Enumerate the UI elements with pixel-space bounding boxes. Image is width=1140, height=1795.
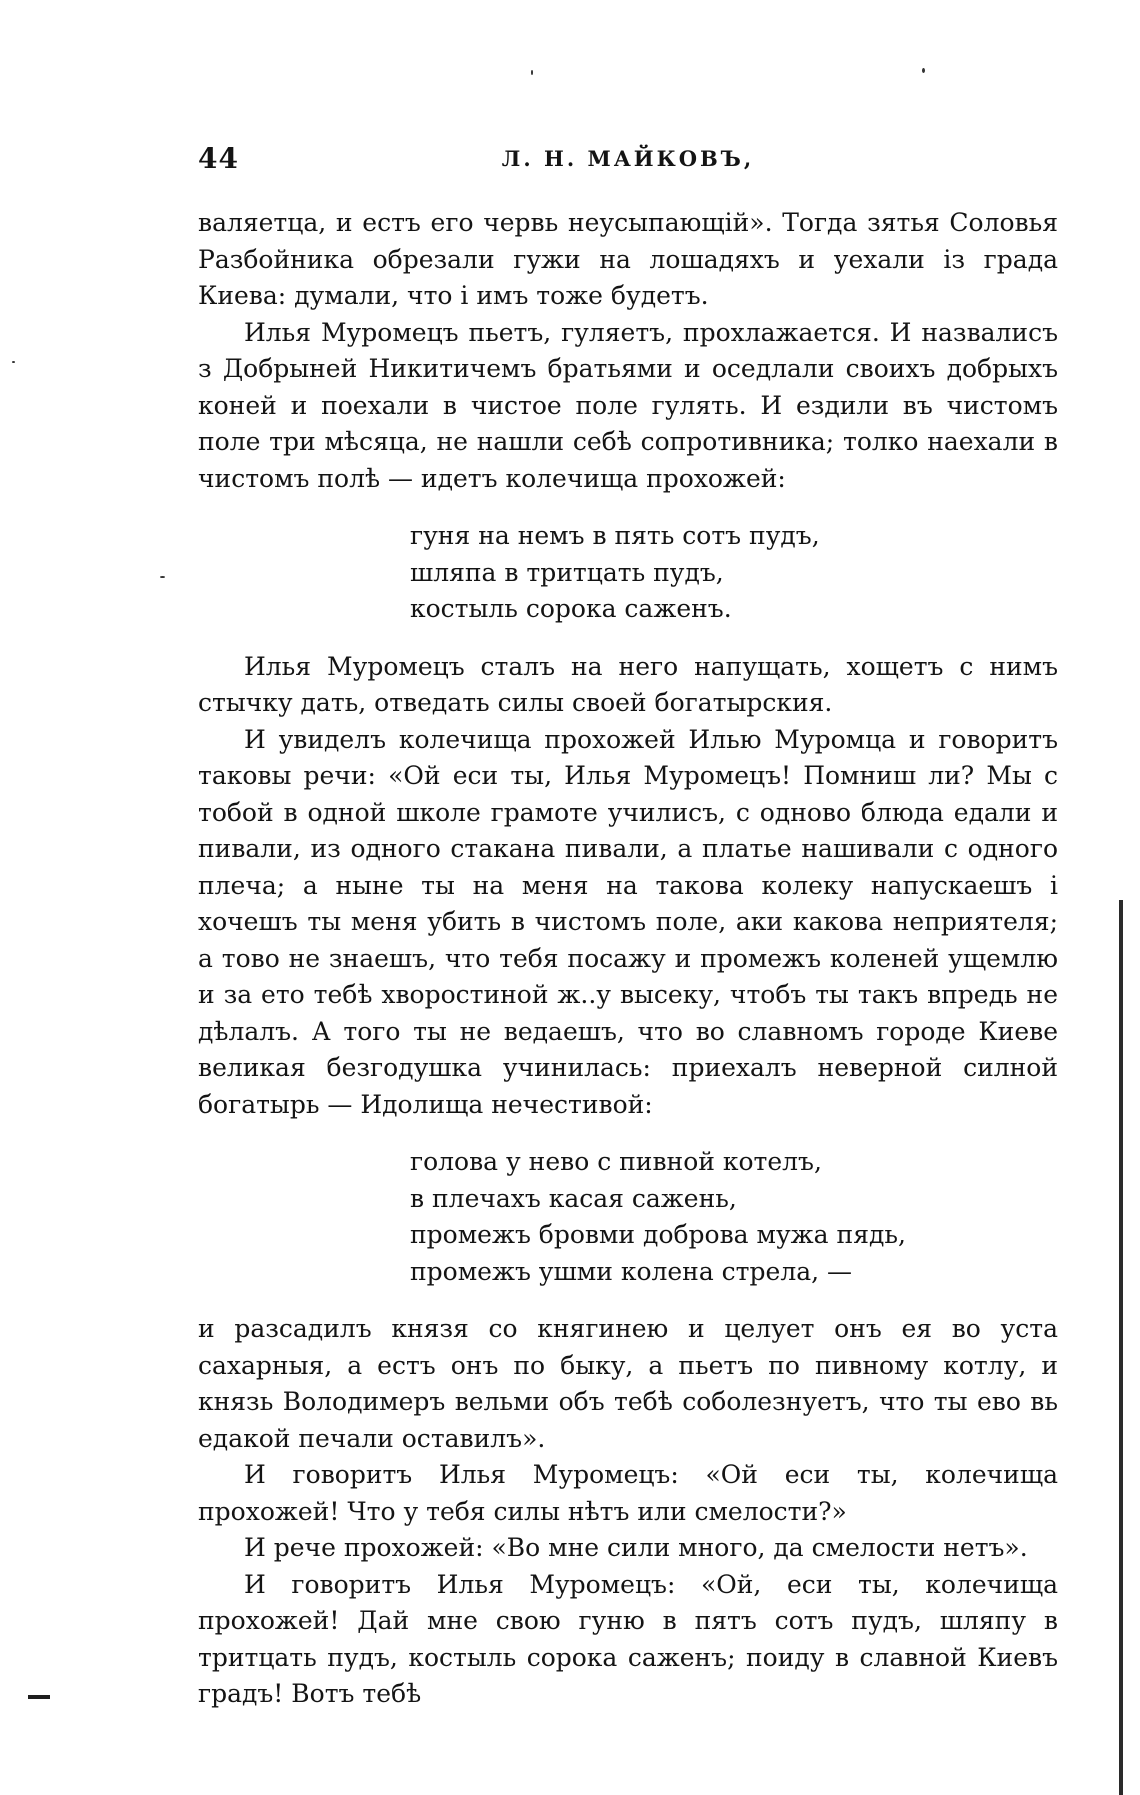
page-number: 44 bbox=[198, 142, 239, 175]
verse-line: голова у нево с пивной котелъ, bbox=[410, 1147, 822, 1176]
paragraph: И увиделъ колечища прохожей Илью Муромца и говоритъ таковы речи: «Ой еси ты, Илья Муромецъ! Помниш ли? Мы с тобой в одной школе грамоте училисъ, с одново блюда едали и пивали, из одного стакана пивали, а платье нашивали с одного плеча; а ныне ты на меня на такова колеку напускаешъ і хочешъ ты меня убить в чистомъ поле, аки какова неприятеля; а тово не знаешъ, что тебя посажу и промежъ коленей ущемлю и за ето тебѣ хворостиной ж..у высеку, чтобъ ты такъ впредь не дѣлалъ. А того ты не ведаешъ, что во славномъ городе Киеве великая безгодушка учинилась: приехалъ неверной силной богатырь — Идолища нечестивой: bbox=[198, 724, 1058, 1119]
paragraph: И рече прохожей: «Во мне сили много, да смелости нетъ». bbox=[244, 1533, 1028, 1562]
scan-smudge bbox=[28, 1695, 50, 1699]
verse-block bbox=[198, 1144, 1058, 1290]
scan-speck bbox=[922, 68, 925, 73]
paragraph: Илья Муромецъ сталъ на него напущать, хощетъ с нимъ стычку дать, отведать силы своей богатырския. bbox=[198, 651, 1058, 717]
paragraph: Илья Муромецъ пьетъ, гуляетъ, прохлажается. И назвалисъ з Добрыней Никитичемъ братьями и оседлали своихъ добрыхъ коней и поехали в чистое поле гулять. И ездили въ чистомъ поле три мѣсяца, не нашли себѣ сопротивника; толко наехали в чистомъ полѣ — идетъ колечища прохожей: bbox=[198, 317, 1058, 493]
paragraph: И говоритъ Илья Муромецъ: «Ой, еси ты, колечища прохожей! Дай мне свою гуню в пятъ сотъ пудъ, шляпу в тритцать пудъ, костыль сорока саженъ; поиду в славной Киевъ градъ! Вотъ тебѣ bbox=[198, 1569, 1058, 1708]
paragraph: и разсадилъ князя со княгинею и целует онъ ея во уста сахарныя, а естъ онъ по быку, а пьетъ по пивному котлу, и князь Володимеръ вельми объ тебѣ соболезнуетъ, что ты ево вь едакой печали оставилъ». bbox=[198, 1314, 1058, 1453]
verse-line: гуня на немъ в пять сотъ пудъ, bbox=[410, 521, 820, 550]
verse-line: шляпа в тритцать пудъ, bbox=[410, 557, 724, 587]
verse-line: промежъ ушми колена стрела, — bbox=[410, 1256, 852, 1286]
body-text bbox=[198, 205, 1058, 1713]
verse-line: промежъ бровми доброва мужа пядь, bbox=[410, 1220, 906, 1249]
page-header bbox=[198, 142, 1058, 182]
verse-line: в плечахъ касая сажень, bbox=[410, 1183, 737, 1213]
paragraph: И говоритъ Илья Муромецъ: «Ой еси ты, колечища прохожей! Что у тебя силы нѣтъ или смелости?» bbox=[198, 1460, 1058, 1526]
scan-speck bbox=[160, 576, 165, 578]
paragraph: валяетца, и естъ его червь неусыпающій». Тогда зятья Соловья Разбойника обрезали гужи на лошадяхъ и уехали із града Киева: думали, что і имъ тоже будетъ. bbox=[198, 208, 1058, 310]
scan-speck bbox=[12, 361, 15, 363]
scan-speck bbox=[531, 70, 533, 75]
verse-line: костыль сорока саженъ. bbox=[410, 594, 732, 623]
scan-edge-line bbox=[1119, 900, 1123, 1795]
verse-block bbox=[198, 518, 1058, 628]
running-title: Л. Н. МАЙКОВЪ, bbox=[501, 146, 755, 171]
